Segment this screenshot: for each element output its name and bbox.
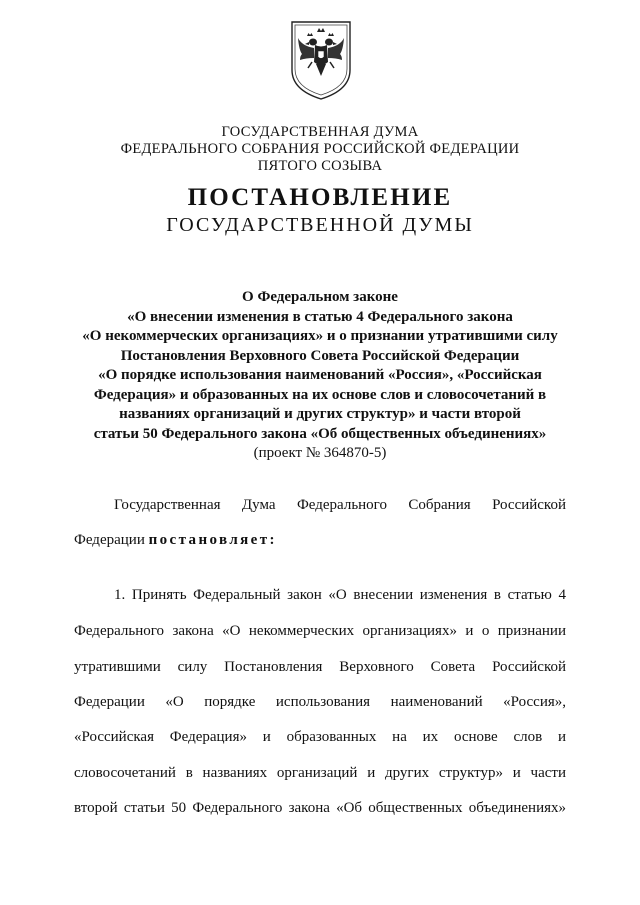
title-sub: ГОСУДАРСТВЕННОЙ ДУМЫ [166,214,474,236]
decree-word: постановляет: [148,532,277,548]
item1-line: Федерального закона «О некоммерческих организациях» и о признании [74,623,566,639]
document-title [0,183,640,237]
subject-line: статьи 50 Федерального закона «Об общественных объединениях» [93,425,547,442]
coat-of-arms-icon [288,18,354,102]
issuer-line-2: ФЕДЕРАЛЬНОГО СОБРАНИЯ РОССИЙСКОЙ ФЕДЕРАЦИИ [120,141,520,157]
subject-line: названиях организаций и других структур» и части второй [119,406,521,422]
item1-line: словосочетаний в названиях организаций и других структур» и части [74,765,566,781]
subject-line: О Федеральном законе [242,289,398,305]
item1-line: Федерации «О порядке использования наименований «Россия», [74,694,566,710]
title-main: ПОСТАНОВЛЕНИЕ [187,184,453,211]
intro-line-2 [74,531,566,549]
issuer-header [0,124,640,175]
item1-line: второй статьи 50 Федерального закона «Об общественных объединениях» [74,800,566,816]
issuer-line-1: ГОСУДАРСТВЕННАЯ ДУМА [221,124,419,140]
item1-line: 1. Принять Федеральный закон «О внесении изменения в статью 4 [114,587,566,603]
subject-line: «О некоммерческих организациях» и о признании утратившими силу [82,328,558,344]
intro-line-1: Государственная Дума Федерального Собрания Российской [114,497,566,513]
subject-block [0,288,640,464]
intro-prefix: Федерации [74,532,145,548]
issuer-line-3: ПЯТОГО СОЗЫВА [257,158,383,174]
item1-line: утратившими силу Постановления Верховного Совета Российской [74,659,566,675]
subject-line: Федерация» и образованных на их основе слов и словосочетаний в [93,386,547,403]
subject-line: Постановления Верховного Совета Российской Федерации [120,347,520,364]
project-number: (проект № 364870-5) [253,445,387,461]
subject-line: «О внесении изменения в статью 4 Федерального закона [127,308,513,325]
subject-line: «О порядке использования наименований «Россия», «Российская [98,367,542,383]
item1-line: «Российская Федерация» и образованных на их основе слов и [74,729,566,745]
